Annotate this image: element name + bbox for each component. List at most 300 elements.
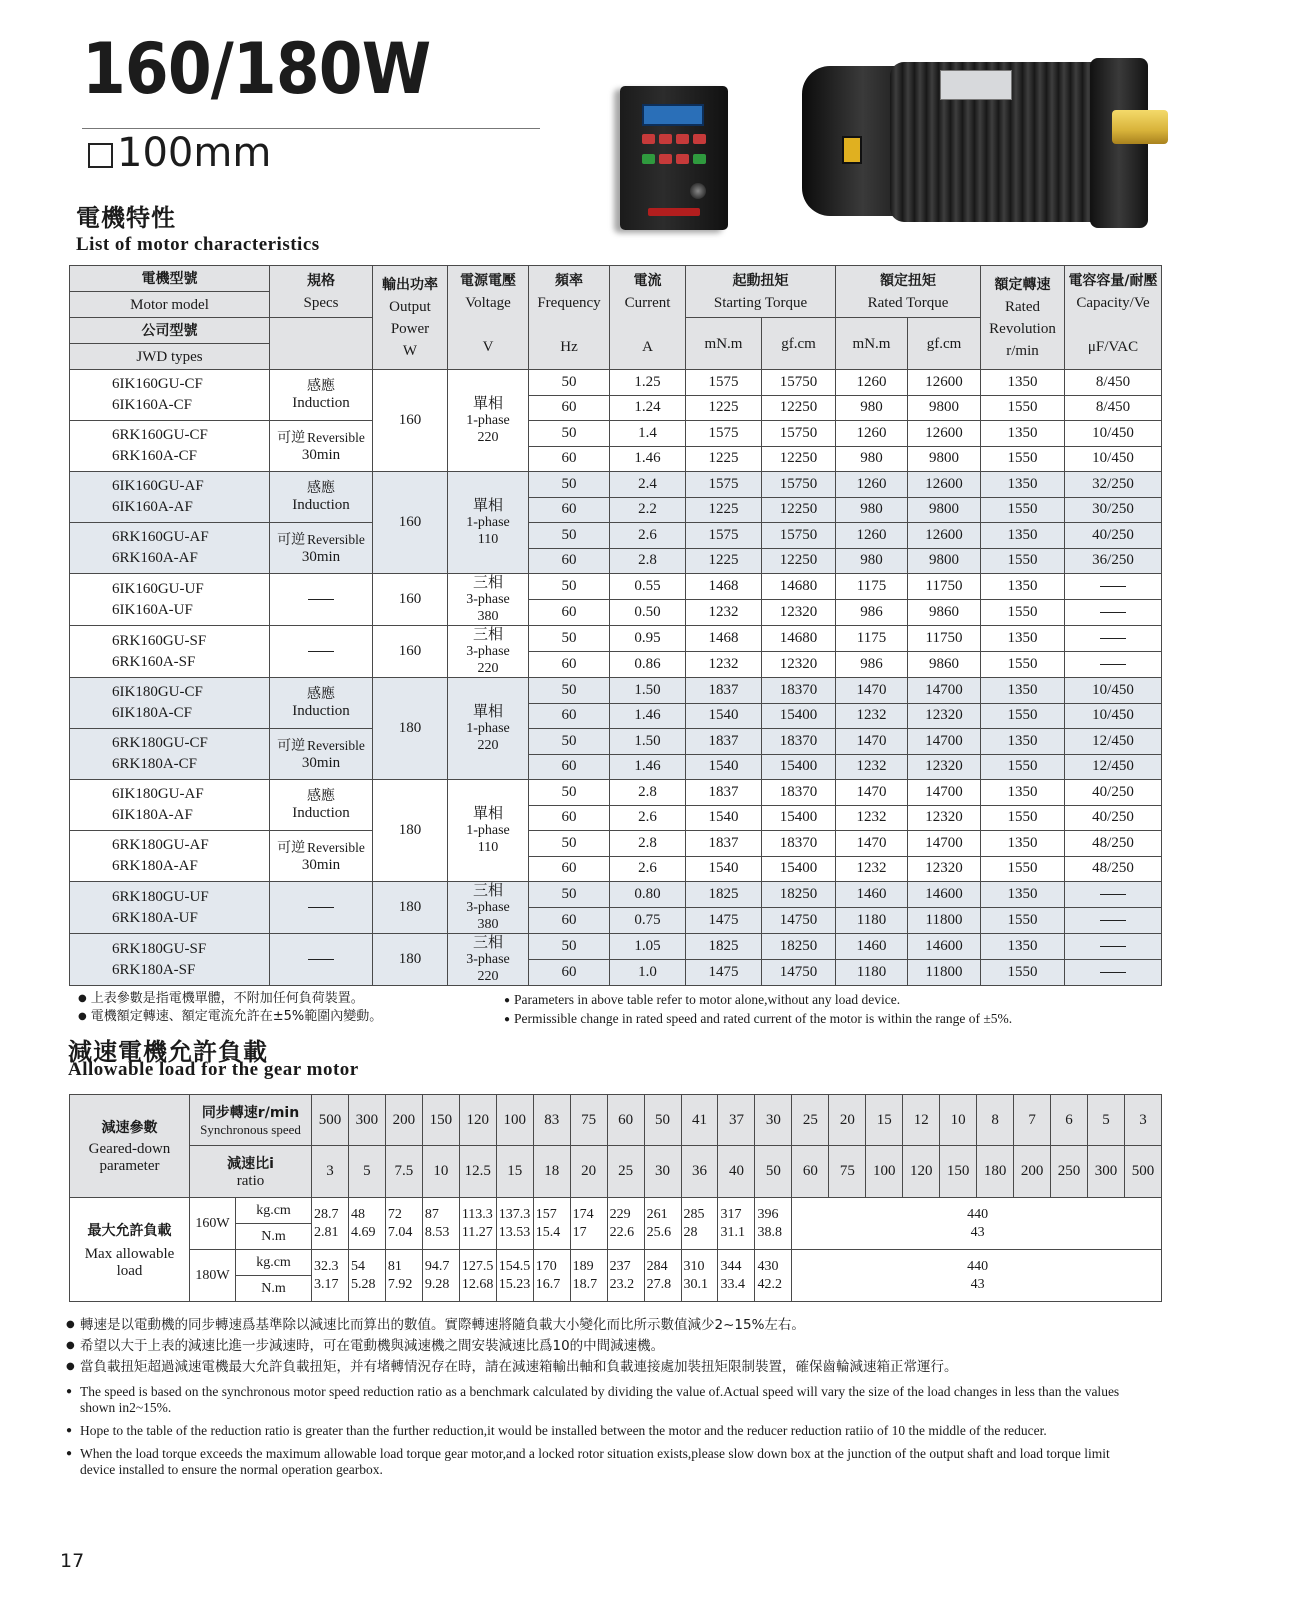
model-cell xyxy=(70,574,270,626)
controller-button-icon xyxy=(659,154,672,164)
controller-button-icon xyxy=(659,134,672,144)
current-cell: 2.6 xyxy=(610,856,686,882)
sync-en: Synchronous speed xyxy=(200,1122,301,1137)
table-row xyxy=(70,1250,1162,1302)
start-mn-cell: 1837 xyxy=(686,678,762,704)
capacity-cell xyxy=(1065,882,1162,908)
spec-time: 30min xyxy=(301,856,341,873)
ratio-value: 15 xyxy=(496,1146,533,1198)
page-number: 17 xyxy=(60,1550,85,1572)
spec-zh: 感應 xyxy=(307,378,335,394)
table-row xyxy=(70,370,1162,396)
model-cell xyxy=(70,882,270,934)
rated-mn-cell: 1175 xyxy=(836,626,908,652)
ratio-value: 18 xyxy=(533,1146,570,1198)
load-nm: 31.1 xyxy=(720,1224,745,1240)
start-gf-cell: 14680 xyxy=(762,574,836,600)
speed-controller-image xyxy=(620,86,728,230)
table-row xyxy=(70,1198,1162,1250)
note-zh-2: ● 電機額定轉速、額定電流允許在±5%範圍內變動。 xyxy=(78,1008,382,1026)
max-kg: 440 xyxy=(967,1206,989,1222)
bottom-note-zh-3: ● 當負載扭矩超過減速電機最大允許負載扭矩，并有堵轉情況存在時，請在減速箱輸出軸和負載連接處加裝扭矩限制裝置，確保齒輪減速箱正常運行。 xyxy=(68,1359,1158,1375)
load-nm: 5.28 xyxy=(350,1276,376,1292)
capacity-cell: 36/250 xyxy=(1065,548,1162,574)
phase-zh: 單相 xyxy=(472,394,503,412)
controller-button-icon xyxy=(642,134,655,144)
section-title-zh: 電機特性 xyxy=(76,204,176,232)
rated-mn-cell: 1260 xyxy=(836,523,908,549)
revolution-cell: 1350 xyxy=(981,370,1065,396)
spec-cell xyxy=(270,574,373,626)
load-value-cell xyxy=(496,1250,533,1302)
load-nm: 15.23 xyxy=(498,1276,531,1292)
phase-en: 1-phase xyxy=(466,515,510,530)
unit-cell xyxy=(236,1250,312,1302)
header-motor-model-en: Motor model xyxy=(70,292,270,318)
load-kg: 28.7 xyxy=(314,1206,339,1222)
load-kg: 229 xyxy=(609,1206,631,1222)
ratio-header xyxy=(190,1146,312,1198)
warning-label-icon xyxy=(842,136,862,164)
start-mn-cell: 1575 xyxy=(686,421,762,447)
dash-mark xyxy=(308,907,334,908)
header-specs-blank xyxy=(270,318,373,370)
start-mn-cell: 1575 xyxy=(686,523,762,549)
load-value-cell xyxy=(459,1198,496,1250)
frequency-cell: 60 xyxy=(529,600,610,626)
speed-value: 83 xyxy=(533,1095,570,1146)
output-power-cell: 160 xyxy=(373,472,448,574)
model-cell xyxy=(70,370,270,421)
unit-nm: N.m xyxy=(261,1281,286,1296)
start-gf-cell: 15400 xyxy=(762,805,836,831)
bottom-note-en-1: ● The speed is based on the synchronous motor speed reduction ratio as a benchmark calculated by dividing the value of.Actual speed will vary the size of the load changes in less than the values shown in2~15%. xyxy=(68,1384,1138,1416)
ratio-value: 7.5 xyxy=(385,1146,422,1198)
ratio-en: ratio xyxy=(236,1173,265,1189)
controller-knob-icon xyxy=(690,183,706,199)
header-capacity: 電容容量/耐壓 Capacity/Ve μF/VAC xyxy=(1065,266,1162,370)
model-name: 6IK180A-CF xyxy=(112,705,193,721)
frequency-cell: 60 xyxy=(529,446,610,472)
phase-zh: 單相 xyxy=(472,496,503,514)
speed-value: 75 xyxy=(570,1095,607,1146)
table-row xyxy=(70,574,1162,600)
load-kg: 127.5 xyxy=(461,1258,494,1274)
controller-button-icon xyxy=(676,134,689,144)
header-start-mn: mN.m xyxy=(686,318,762,370)
revolution-cell: 1550 xyxy=(981,600,1065,626)
max-value-cell xyxy=(792,1250,1162,1302)
power-cell: 180W xyxy=(190,1250,236,1302)
current-cell: 1.46 xyxy=(610,754,686,780)
max-nm: 43 xyxy=(970,1224,985,1240)
spec-type xyxy=(270,378,372,395)
rated-mn-cell: 1470 xyxy=(836,729,908,755)
frame-size xyxy=(88,130,271,176)
revolution-cell: 1550 xyxy=(981,652,1065,678)
start-mn-cell: 1540 xyxy=(686,856,762,882)
phase-zh: 單相 xyxy=(472,702,503,720)
voltage-value: 380 xyxy=(477,917,499,932)
load-kg: 154.5 xyxy=(498,1258,531,1274)
header-rated-revolution: 額定轉速 Rated Revolution r/min xyxy=(981,266,1065,370)
load-kg: 189 xyxy=(572,1258,594,1274)
section-title-en: List of motor characteristics xyxy=(76,234,320,255)
load-value-cell xyxy=(607,1250,644,1302)
rated-gf-cell: 14700 xyxy=(908,729,981,755)
rated-gf-cell: 14700 xyxy=(908,678,981,704)
capacity-cell: 10/450 xyxy=(1065,678,1162,704)
load-nm: 38.8 xyxy=(757,1224,782,1240)
load-kg: 32.3 xyxy=(314,1258,339,1274)
start-mn-cell: 1540 xyxy=(686,805,762,831)
current-cell: 1.05 xyxy=(610,934,686,960)
start-gf-cell: 15400 xyxy=(762,703,836,729)
current-cell: 2.4 xyxy=(610,472,686,498)
model-name: 6IK160GU-UF xyxy=(112,580,204,597)
start-mn-cell: 1540 xyxy=(686,703,762,729)
rated-mn-cell: 1460 xyxy=(836,934,908,960)
ratio-value: 500 xyxy=(1124,1146,1161,1198)
capacity-cell: 8/450 xyxy=(1065,395,1162,421)
load-kg: 137.3 xyxy=(498,1206,531,1222)
output-shaft-shape xyxy=(1112,110,1168,144)
load-kg: 48 xyxy=(350,1206,365,1222)
start-mn-cell: 1225 xyxy=(686,446,762,472)
frequency-cell: 60 xyxy=(529,960,610,986)
bottom-notes-zh xyxy=(68,1317,1158,1380)
frequency-cell: 60 xyxy=(529,652,610,678)
model-name: 6RK160GU-CF xyxy=(112,427,208,443)
load-kg: 237 xyxy=(609,1258,631,1274)
load-kg: 344 xyxy=(720,1258,742,1274)
model-name: 6IK180A-AF xyxy=(112,807,193,823)
capacity-cell xyxy=(1065,626,1162,652)
rated-gf-cell: 11750 xyxy=(908,574,981,600)
spec-cell xyxy=(270,626,373,678)
start-mn-cell: 1475 xyxy=(686,908,762,934)
load-value-cell xyxy=(607,1198,644,1250)
controller-display xyxy=(642,104,704,126)
load-nm: 18.7 xyxy=(572,1276,598,1292)
load-value-cell xyxy=(422,1198,459,1250)
model-name: 6IK180GU-CF xyxy=(112,684,203,700)
phase-zh: 三相 xyxy=(472,625,503,643)
frequency-cell: 50 xyxy=(529,831,610,857)
load-kg: 113.3 xyxy=(461,1206,493,1222)
model-name: 6RK160A-SF xyxy=(112,653,196,670)
revolution-cell: 1550 xyxy=(981,805,1065,831)
rated-mn-cell: 986 xyxy=(836,652,908,678)
start-mn-cell: 1837 xyxy=(686,780,762,806)
rated-gf-cell: 12320 xyxy=(908,754,981,780)
capacity-cell xyxy=(1065,600,1162,626)
revolution-cell: 1550 xyxy=(981,856,1065,882)
start-mn-cell: 1540 xyxy=(686,754,762,780)
model-cell xyxy=(70,831,270,882)
load-kg: 94.7 xyxy=(424,1258,450,1274)
revolution-cell: 1350 xyxy=(981,472,1065,498)
speed-value: 6 xyxy=(1051,1095,1088,1146)
load-kg: 285 xyxy=(683,1206,705,1222)
capacity-cell: 40/250 xyxy=(1065,780,1162,806)
rated-mn-cell: 980 xyxy=(836,446,908,472)
header-rated-torque: 額定扭矩 Rated Torque xyxy=(836,266,981,318)
load-nm: 42.2 xyxy=(757,1276,782,1292)
capacity-cell: 10/450 xyxy=(1065,446,1162,472)
ratio-zh: 減速比i xyxy=(227,1156,274,1172)
start-mn-cell: 1575 xyxy=(686,472,762,498)
rated-gf-cell: 9860 xyxy=(908,652,981,678)
model-name: 6RK180A-SF xyxy=(112,961,196,978)
model-name: 6RK160GU-AF xyxy=(112,529,209,545)
spec-type xyxy=(270,531,372,549)
load-nm: 7.92 xyxy=(387,1276,413,1292)
dash-mark xyxy=(1100,894,1126,895)
current-cell: 0.80 xyxy=(610,882,686,908)
rated-gf-cell: 12600 xyxy=(908,370,981,396)
gear-motor-image xyxy=(790,48,1170,226)
sync-zh: 同步轉速r/min xyxy=(201,1105,300,1121)
spec-en: Reversible xyxy=(307,839,365,855)
capacity-cell xyxy=(1065,908,1162,934)
table-row xyxy=(70,626,1162,652)
load-value-cell xyxy=(348,1198,385,1250)
header-start-gf: gf.cm xyxy=(762,318,836,370)
load-value-cell xyxy=(570,1250,607,1302)
load-nm: 17 xyxy=(572,1224,587,1240)
header-current: 電流 Current A xyxy=(610,266,686,370)
model-cell xyxy=(70,626,270,678)
rated-gf-cell: 11750 xyxy=(908,626,981,652)
load-nm: 27.8 xyxy=(646,1276,672,1292)
spec-cell xyxy=(270,729,373,780)
capacity-cell xyxy=(1065,960,1162,986)
start-gf-cell: 18370 xyxy=(762,729,836,755)
start-mn-cell: 1837 xyxy=(686,729,762,755)
capacity-cell: 48/250 xyxy=(1065,856,1162,882)
spec-time: 30min xyxy=(301,754,341,771)
frequency-cell: 50 xyxy=(529,370,610,396)
speed-value: 150 xyxy=(422,1095,459,1146)
speed-value: 8 xyxy=(977,1095,1014,1146)
load-nm: 12.68 xyxy=(461,1276,494,1292)
notes-zh xyxy=(78,990,382,1026)
sync-speed-header xyxy=(190,1095,312,1146)
header-jwd-en: JWD types xyxy=(70,344,270,370)
power-cell: 160W xyxy=(190,1198,236,1250)
load-nm: 9.28 xyxy=(424,1276,450,1292)
spec-zh: 感應 xyxy=(307,788,335,804)
spec-zh: 感應 xyxy=(307,480,335,496)
rated-gf-cell: 12600 xyxy=(908,472,981,498)
dash-mark xyxy=(1100,638,1126,639)
square-frame-icon xyxy=(88,143,113,168)
frequency-cell: 50 xyxy=(529,421,610,447)
ratio-value: 100 xyxy=(866,1146,903,1198)
spec-time: 30min xyxy=(301,548,341,565)
current-cell: 0.95 xyxy=(610,626,686,652)
spec-cell xyxy=(270,678,373,729)
ratio-value: 20 xyxy=(570,1146,607,1198)
spec-cell xyxy=(270,421,373,472)
header-rated-gf: gf.cm xyxy=(908,318,981,370)
start-gf-cell: 18250 xyxy=(762,934,836,960)
revolution-cell: 1550 xyxy=(981,548,1065,574)
load-nm: 2.81 xyxy=(314,1224,339,1240)
capacity-cell: 10/450 xyxy=(1065,421,1162,447)
frequency-cell: 50 xyxy=(529,729,610,755)
load-value-cell xyxy=(644,1198,681,1250)
load-value-cell xyxy=(755,1198,792,1250)
notes-en xyxy=(504,991,1012,1029)
start-gf-cell: 15400 xyxy=(762,856,836,882)
start-gf-cell: 12250 xyxy=(762,446,836,472)
model-cell xyxy=(70,678,270,729)
controller-button-icon xyxy=(642,154,655,164)
model-name: 6RK180A-AF xyxy=(112,858,198,874)
table-row xyxy=(70,472,1162,498)
revolution-cell: 1350 xyxy=(981,934,1065,960)
ratio-value: 25 xyxy=(607,1146,644,1198)
frequency-cell: 50 xyxy=(529,934,610,960)
frequency-cell: 60 xyxy=(529,395,610,421)
load-value-cell xyxy=(533,1198,570,1250)
spec-type xyxy=(270,686,372,703)
voltage-cell xyxy=(448,472,529,574)
output-power-cell: 160 xyxy=(373,626,448,678)
capacity-cell: 12/450 xyxy=(1065,754,1162,780)
voltage-cell xyxy=(448,370,529,472)
header-motor-model: 電機型號 xyxy=(70,266,270,292)
frequency-cell: 50 xyxy=(529,678,610,704)
current-cell: 0.75 xyxy=(610,908,686,934)
dash-mark xyxy=(1100,972,1126,973)
spec-cell xyxy=(270,934,373,986)
model-cell xyxy=(70,523,270,574)
load-nm: 30.1 xyxy=(683,1276,709,1292)
model-name: 6IK160A-UF xyxy=(112,601,193,618)
start-gf-cell: 18370 xyxy=(762,678,836,704)
spec-cell xyxy=(270,882,373,934)
frequency-cell: 60 xyxy=(529,754,610,780)
spec-en: Reversible xyxy=(307,737,365,753)
rated-gf-cell: 9800 xyxy=(908,497,981,523)
dash-mark xyxy=(308,651,334,652)
table-row xyxy=(70,882,1162,908)
start-gf-cell: 12320 xyxy=(762,600,836,626)
current-cell: 1.46 xyxy=(610,703,686,729)
voltage-value: 220 xyxy=(477,661,499,676)
voltage-cell xyxy=(448,626,529,678)
load-nm: 15.4 xyxy=(535,1224,561,1240)
note-en-2: ● Permissible change in rated speed and rated current of the motor is within the range of ±5%. xyxy=(504,1010,1012,1029)
speed-value: 12 xyxy=(903,1095,940,1146)
model-name: 6RK180GU-SF xyxy=(112,940,207,957)
header-starting-torque: 起動扭矩 Starting Torque xyxy=(686,266,836,318)
load-nm: 22.6 xyxy=(609,1224,635,1240)
voltage-value: 220 xyxy=(477,738,499,753)
start-mn-cell: 1825 xyxy=(686,934,762,960)
dash-mark xyxy=(1100,612,1126,613)
start-mn-cell: 1225 xyxy=(686,395,762,421)
rated-gf-cell: 12600 xyxy=(908,421,981,447)
rated-gf-cell: 14700 xyxy=(908,831,981,857)
dash-mark xyxy=(1100,920,1126,921)
capacity-cell: 10/450 xyxy=(1065,703,1162,729)
load-kg: 261 xyxy=(646,1206,668,1222)
frequency-cell: 50 xyxy=(529,882,610,908)
title-divider xyxy=(82,128,540,129)
max-zh: 最大允許負載 xyxy=(87,1222,172,1239)
capacity-cell: 12/450 xyxy=(1065,729,1162,755)
rated-mn-cell: 986 xyxy=(836,600,908,626)
rated-gf-cell: 12320 xyxy=(908,805,981,831)
spec-time: 30min xyxy=(301,446,341,463)
capacity-cell: 30/250 xyxy=(1065,497,1162,523)
start-mn-cell: 1575 xyxy=(686,370,762,396)
start-mn-cell: 1825 xyxy=(686,882,762,908)
start-mn-cell: 1225 xyxy=(686,497,762,523)
model-name: 6IK160A-CF xyxy=(112,397,193,413)
ratio-value: 250 xyxy=(1051,1146,1088,1198)
phase-en: 1-phase xyxy=(466,721,510,736)
current-cell: 1.25 xyxy=(610,370,686,396)
capacity-cell xyxy=(1065,934,1162,960)
page-title: 160/180W xyxy=(82,28,431,110)
frequency-cell: 60 xyxy=(529,856,610,882)
revolution-cell: 1550 xyxy=(981,754,1065,780)
revolution-cell: 1350 xyxy=(981,882,1065,908)
current-cell: 0.55 xyxy=(610,574,686,600)
current-cell: 2.2 xyxy=(610,497,686,523)
ratio-value: 120 xyxy=(903,1146,940,1198)
ratio-value: 300 xyxy=(1088,1146,1125,1198)
voltage-cell xyxy=(448,934,529,986)
speed-value: 300 xyxy=(348,1095,385,1146)
current-cell: 1.50 xyxy=(610,678,686,704)
spec-cell xyxy=(270,523,373,574)
param-en: Geared-down parameter xyxy=(88,1141,171,1174)
rated-gf-cell: 11800 xyxy=(908,960,981,986)
start-mn-cell: 1232 xyxy=(686,652,762,678)
spec-cell xyxy=(270,831,373,882)
rated-gf-cell: 9800 xyxy=(908,548,981,574)
ratio-value: 180 xyxy=(977,1146,1014,1198)
spec-type xyxy=(270,839,372,857)
controller-button-icon xyxy=(676,154,689,164)
model-name: 6RK180A-UF xyxy=(112,909,198,926)
current-cell: 1.50 xyxy=(610,729,686,755)
start-gf-cell: 12250 xyxy=(762,395,836,421)
load-kg: 174 xyxy=(572,1206,594,1222)
voltage-value: 220 xyxy=(477,430,499,445)
rated-mn-cell: 1232 xyxy=(836,856,908,882)
speed-value: 20 xyxy=(829,1095,866,1146)
start-gf-cell: 14750 xyxy=(762,960,836,986)
spec-en: Induction xyxy=(292,703,350,719)
header-specs: 規格 Specs xyxy=(270,266,373,318)
current-cell: 2.8 xyxy=(610,548,686,574)
note-zh-1: ● 上表參數是指電機單體，不附加任何負荷裝置。 xyxy=(78,990,382,1008)
speed-value: 37 xyxy=(718,1095,755,1146)
load-nm: 4.69 xyxy=(350,1224,376,1240)
start-gf-cell: 15400 xyxy=(762,754,836,780)
speed-value: 100 xyxy=(496,1095,533,1146)
rated-gf-cell: 14600 xyxy=(908,882,981,908)
spec-en: Induction xyxy=(292,497,350,513)
capacity-cell: 48/250 xyxy=(1065,831,1162,857)
